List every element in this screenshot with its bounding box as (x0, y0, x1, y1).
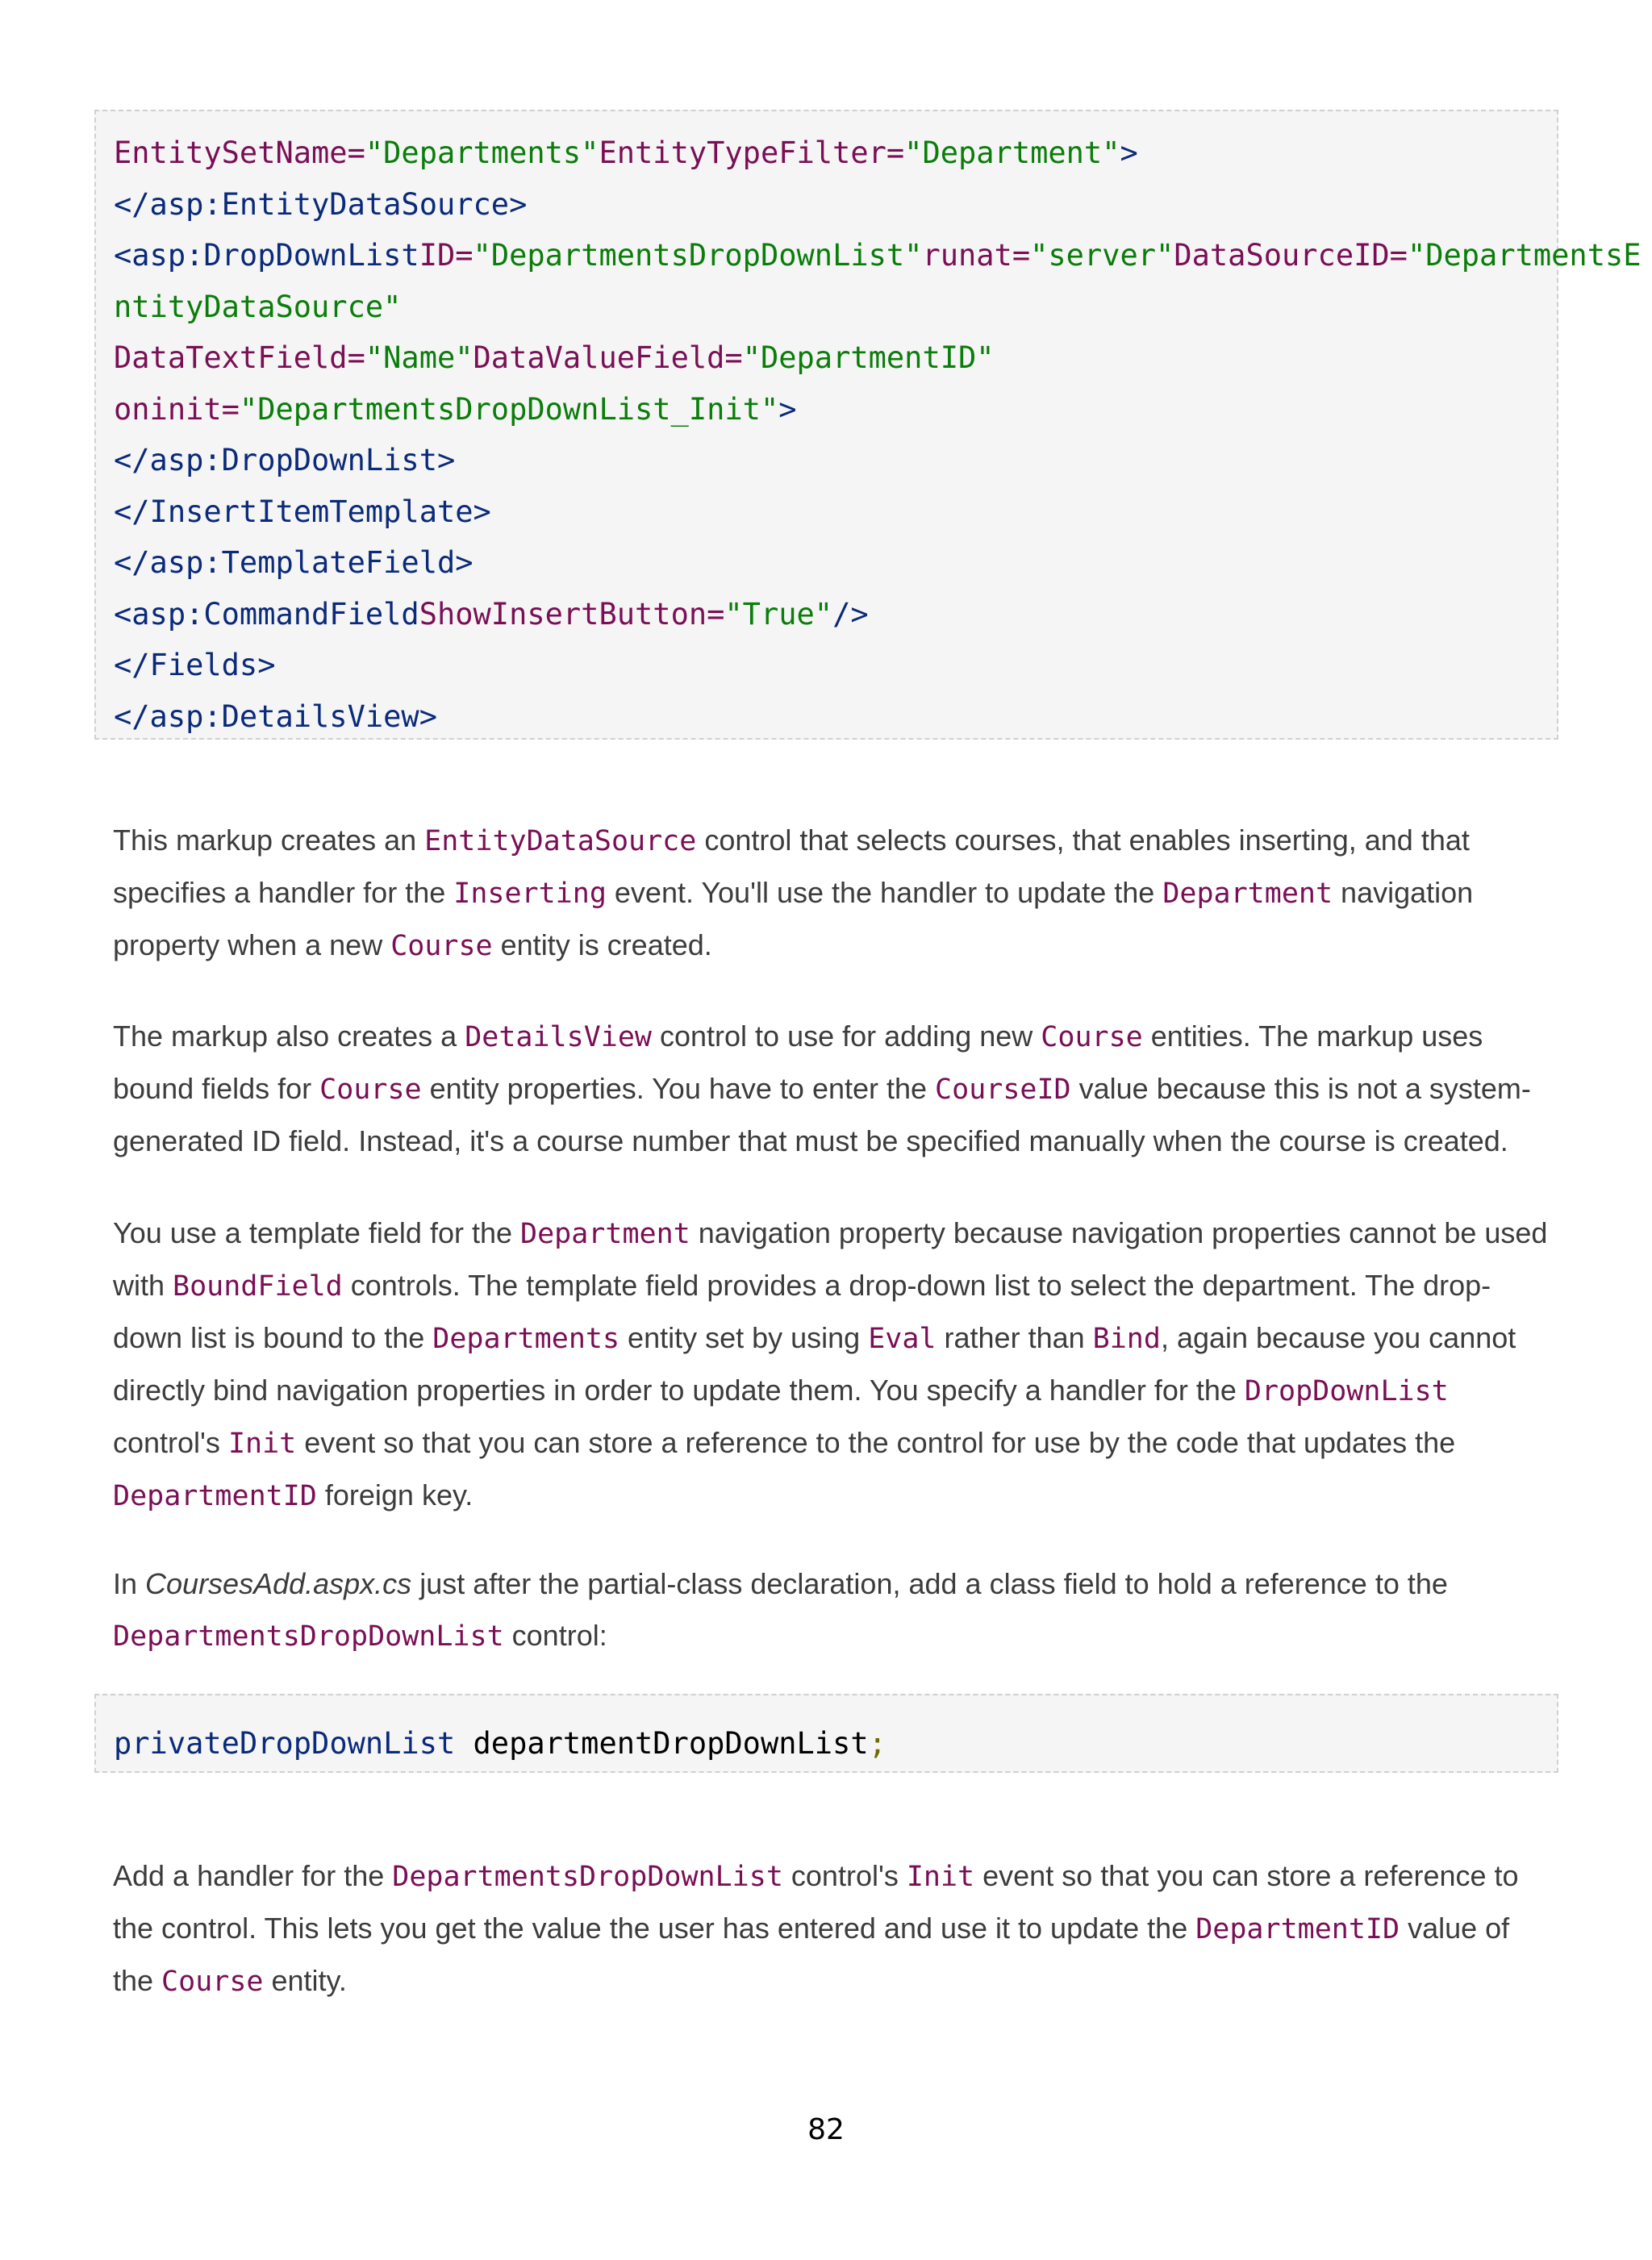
code-line (114, 230, 1642, 281)
code-token: "Departments" (365, 136, 599, 170)
paragraph-text: control to use for adding new (652, 1020, 1041, 1053)
paragraph-template-field-explanation (113, 1207, 1557, 1522)
code-token: > (778, 391, 797, 427)
paragraph-text: entity properties. You have to enter the (421, 1072, 936, 1105)
code-token: = (724, 340, 743, 375)
inline-code: Department (1162, 878, 1333, 910)
inline-code: Eval (868, 1323, 937, 1355)
code-token: oninit (114, 391, 222, 427)
code-token: > (1120, 136, 1138, 170)
code-line (114, 537, 1539, 589)
code-token: = (221, 391, 240, 427)
inline-code: Inserting (453, 878, 607, 910)
paragraph-text: You use a template field for the (113, 1216, 521, 1249)
code-token: departmentDropDownList (455, 1726, 869, 1761)
code-token: EntitySetName (114, 136, 348, 170)
code-token: </InsertItemTemplate> (114, 494, 491, 529)
paragraph-text: entity set by using (620, 1321, 869, 1354)
code-token: = (1389, 238, 1408, 273)
inline-code: Course (319, 1074, 422, 1106)
inline-code: Departments (432, 1323, 620, 1355)
code-line (114, 127, 1539, 179)
code-line (114, 589, 1539, 640)
paragraph-text: entities. The markup uses bound fields for (113, 1020, 1483, 1105)
code-line (114, 281, 1539, 333)
code-token: "True" (724, 596, 833, 632)
paragraph-text: control's (782, 1859, 907, 1892)
inline-code: Bind (1092, 1323, 1161, 1355)
paragraph-text: navigation property when a new (113, 876, 1474, 961)
inline-code: DepartmentsDropDownList (392, 1861, 783, 1893)
code-token: ID (419, 238, 456, 273)
code-token: </asp:EntityDataSource> (114, 186, 528, 222)
inline-code: DetailsView (465, 1021, 652, 1053)
inline-code: DepartmentsDropDownList (113, 1620, 504, 1653)
inline-code: Course (161, 1966, 264, 1998)
code-token: = (886, 136, 905, 170)
code-token: ShowInsertButton (419, 596, 707, 632)
code-line (114, 691, 1539, 743)
paragraph-text: event so that you can store a reference to the control. This lets you get the value the user has entered and use it to update the (113, 1859, 1519, 1945)
code-token: = (347, 136, 365, 170)
code-token: ntityDataSource" (114, 289, 402, 324)
paragraph-text: control that selects courses, that enables inserting, and that specifies a handler for the (113, 824, 1470, 909)
inline-code: Init (906, 1861, 975, 1893)
paragraph-text: In (113, 1567, 146, 1600)
italic-filename: CoursesAdd.aspx.cs (145, 1567, 412, 1600)
code-token: ; (868, 1726, 886, 1761)
paragraph-text: entity. (263, 1964, 347, 1997)
page-number: 82 (807, 2113, 845, 2146)
code-line (114, 384, 1539, 436)
code-token: DataValueField (473, 340, 725, 375)
inline-code: BoundField (173, 1270, 343, 1303)
code-token: "DepartmentsDropDownList_Init" (239, 391, 779, 427)
inline-code: CourseID (935, 1074, 1071, 1106)
paragraph-text: just after the partial-class declaration, add a class field to hold a reference to the (411, 1567, 1448, 1600)
code-token: DataTextField (114, 340, 348, 375)
code-line (114, 435, 1539, 486)
code-token: "Name" (365, 340, 473, 375)
paragraph-text: navigation property because navigation properties cannot be used with (113, 1216, 1548, 1302)
code-token: </asp:DropDownList> (114, 443, 456, 477)
code-token: = (707, 596, 725, 632)
paragraph-text: event so that you can store a reference to the control for use by the code that updates the (296, 1426, 1456, 1459)
code-token: = (347, 340, 365, 375)
paragraph-init-handler-instruction (113, 1850, 1557, 2008)
code-token: /> (832, 596, 869, 632)
inline-code: DepartmentID (1195, 1913, 1400, 1945)
code-token: </asp:DetailsView> (114, 698, 437, 734)
code-block-markup (94, 110, 1642, 740)
inline-code: DropDownList (1244, 1375, 1449, 1407)
paragraph-text: entity is created. (492, 928, 712, 961)
code-block-class-field (94, 1694, 1558, 1773)
inline-code: EntityDataSource (424, 825, 697, 857)
code-token: <asp:DropDownList (114, 238, 419, 273)
code-line (114, 486, 1539, 538)
paragraph-text: event. You'll use the handler to update the (606, 876, 1163, 909)
code-token: EntityTypeFilter (599, 136, 886, 170)
code-token: "Department" (904, 136, 1120, 170)
code-token: </asp:TemplateField> (114, 545, 473, 580)
code-token: private (114, 1726, 240, 1761)
code-line (114, 332, 1539, 384)
paragraph-text: controls. The template field provides a drop-down list to select the department. The drop-down list is bound to the (113, 1269, 1491, 1354)
paragraph-text: This markup creates an (113, 824, 425, 857)
code-token: = (1012, 238, 1031, 273)
code-line (114, 640, 1539, 691)
paragraph-text: value of the (113, 1912, 1510, 1997)
inline-code: DepartmentID (113, 1480, 317, 1512)
inline-code: Init (227, 1428, 297, 1460)
paragraph-text: control's (113, 1426, 228, 1459)
paragraph-text: , again because you cannot directly bind navigation properties in order to update them. You specify a handler for the (113, 1321, 1516, 1407)
paragraph-text: rather than (936, 1321, 1093, 1354)
paragraph-text: The markup also creates a (113, 1020, 465, 1053)
code-line (114, 179, 1539, 231)
code-token: </Fields> (114, 648, 276, 682)
inline-code: Course (1041, 1021, 1143, 1053)
code-token: <asp:CommandField (114, 596, 419, 632)
paragraph-class-field-instruction (113, 1558, 1557, 1662)
code-token: "DepartmentID" (742, 340, 995, 375)
inline-code: Department (520, 1218, 690, 1250)
paragraph-entitydatasource-explanation (113, 815, 1557, 972)
code-token: DropDownList (239, 1726, 456, 1761)
paragraph-text: foreign key. (316, 1478, 473, 1512)
code-token: DataSourceID (1174, 238, 1390, 273)
paragraph-text: control: (503, 1619, 607, 1652)
code-token: "server" (1030, 238, 1174, 273)
paragraph-text: Add a handler for the (113, 1859, 393, 1892)
code-token: = (455, 238, 473, 273)
inline-code: Course (390, 930, 493, 962)
code-token: "DepartmentsDropDownList" (473, 238, 923, 273)
code-token: runat (922, 238, 1012, 273)
code-line (114, 1718, 1539, 1770)
paragraph-text: value because this is not a system-generated ID field. Instead, it's a course number that must be specified manually when the course is created. (113, 1072, 1531, 1157)
paragraph-detailsview-explanation (113, 1011, 1557, 1167)
code-token: "DepartmentsE (1407, 238, 1642, 273)
